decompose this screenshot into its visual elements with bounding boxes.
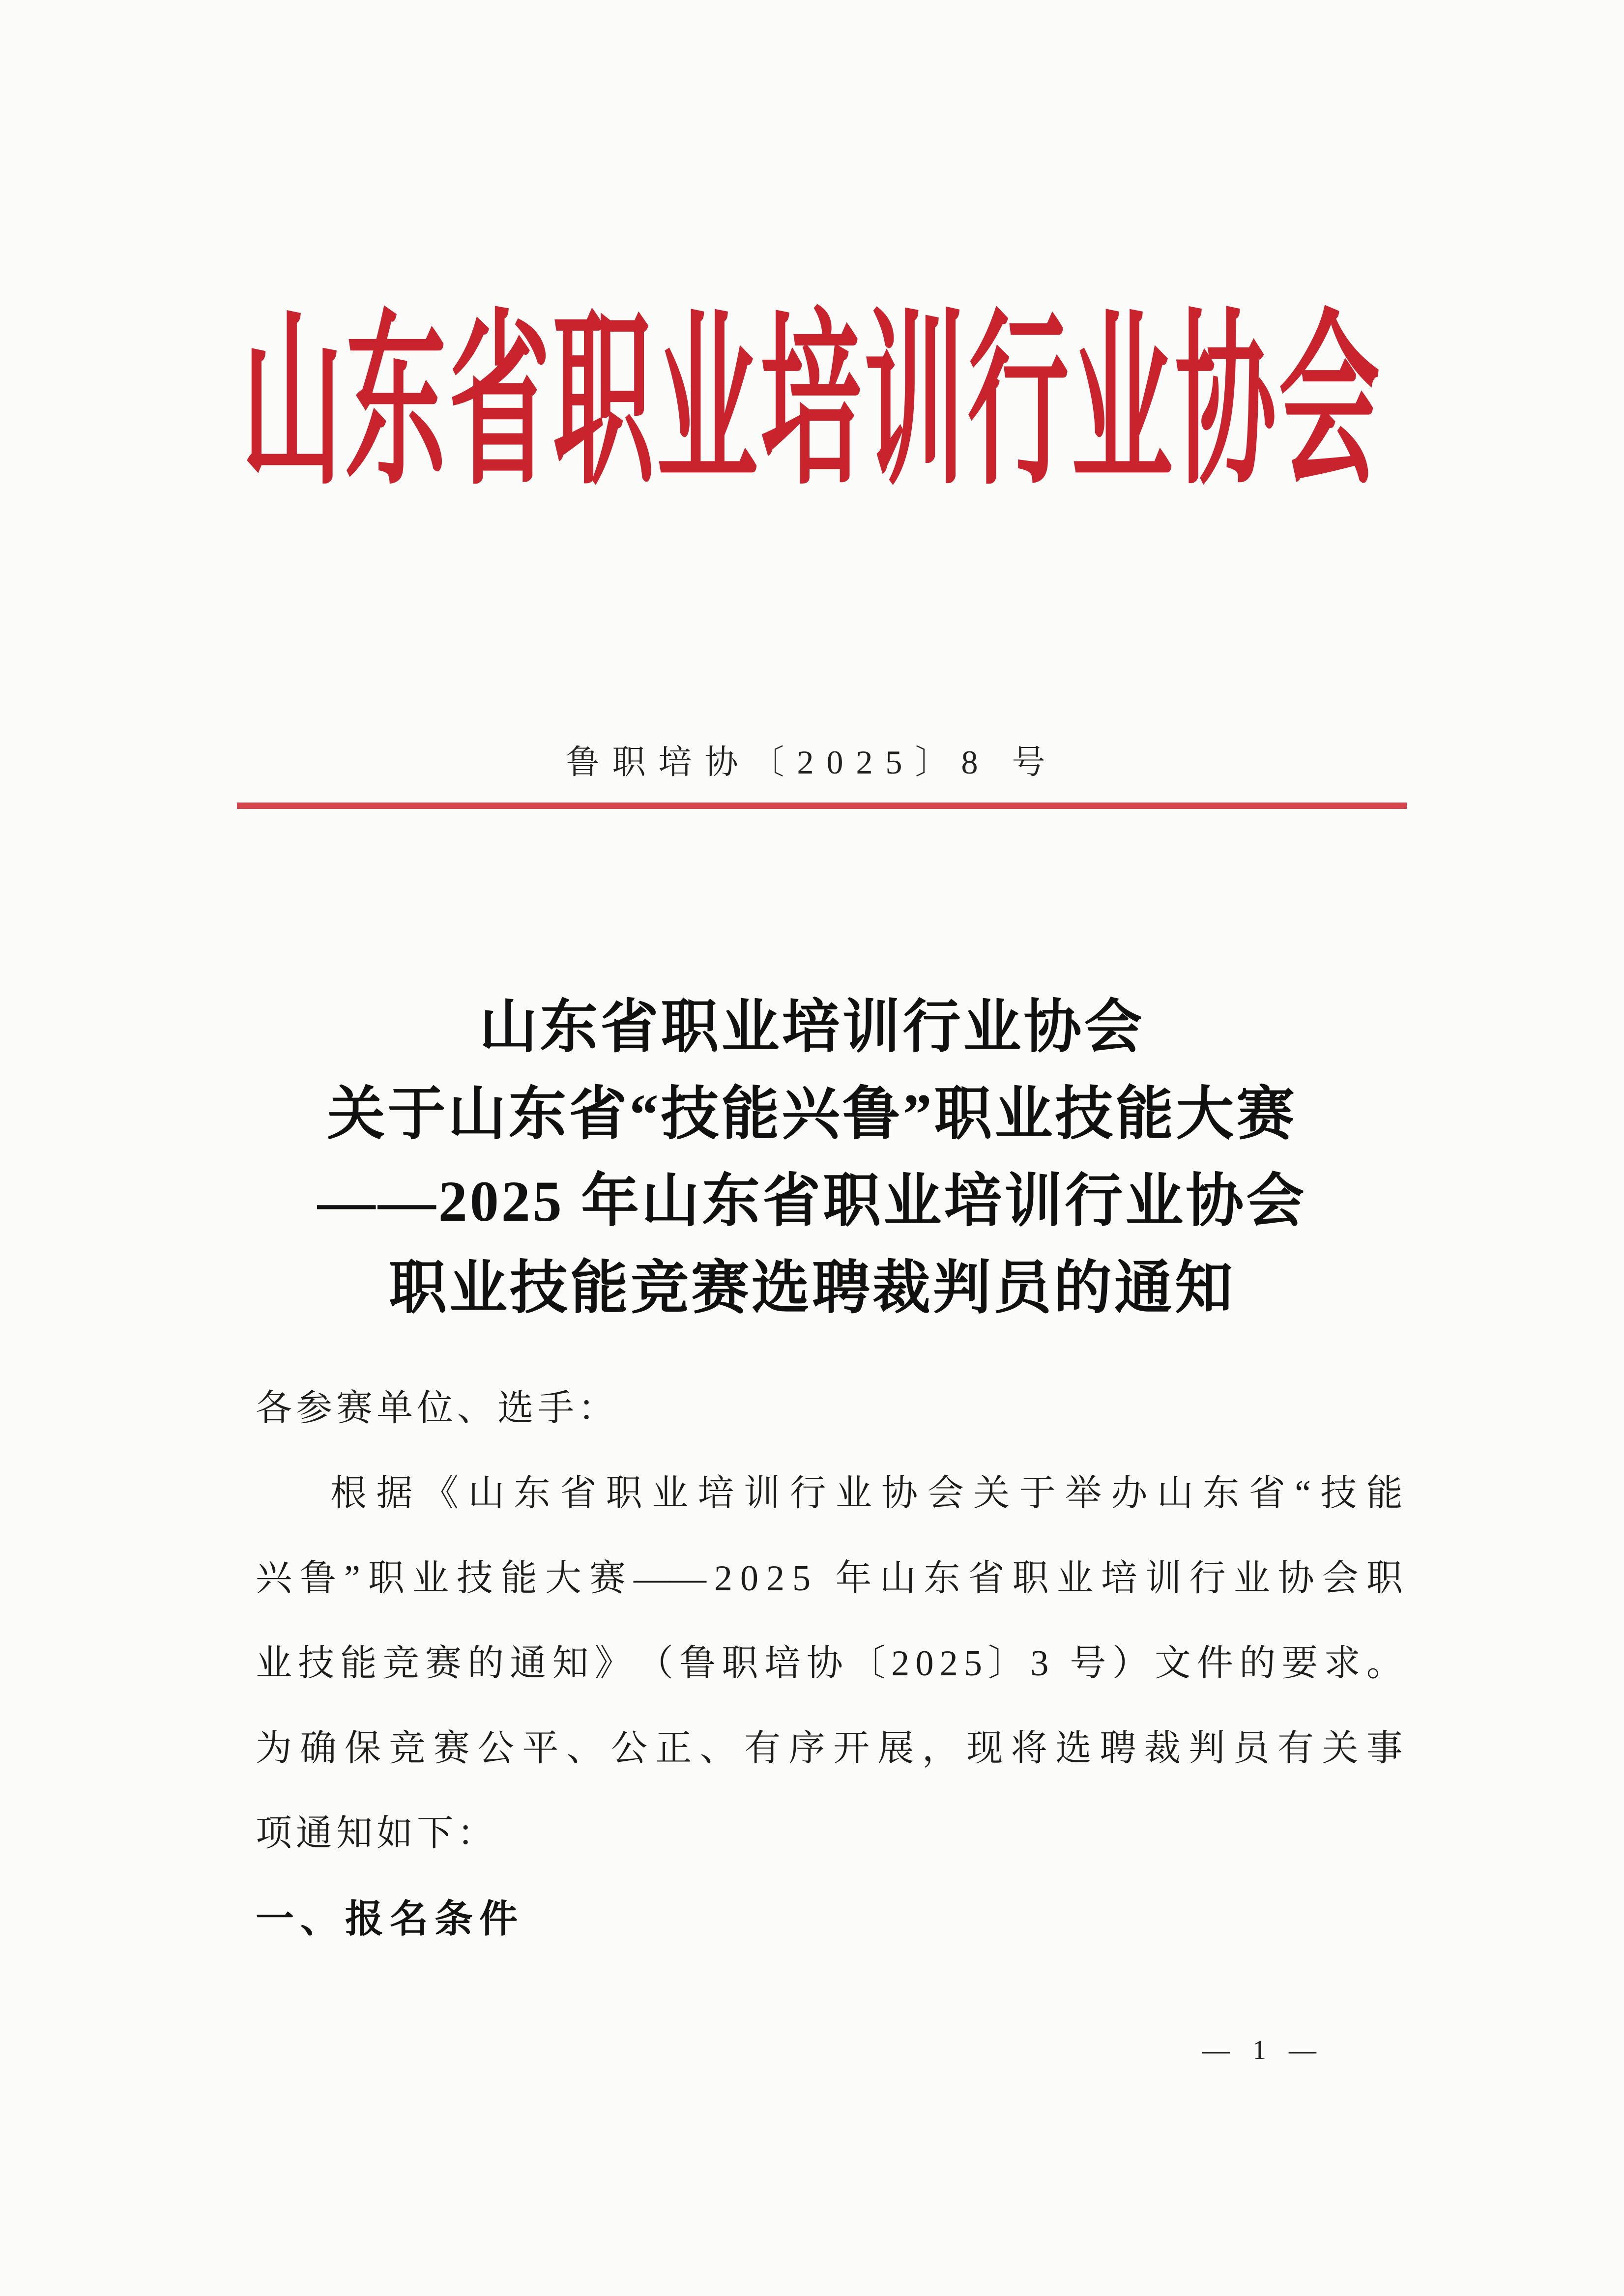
notice-title-line: 职业技能竞赛选聘裁判员的通知 <box>388 1256 1235 1320</box>
page-number: — 1 — <box>1202 2035 1324 2066</box>
body-line: 业 技 能 竞 赛 的 通 知 》 （ 鲁 职 培 协 〔 2 0 2 5 〕 3 号 ） 文 件 的 要 求 。 <box>256 1643 1403 1684</box>
association-masthead <box>0 298 1624 507</box>
body-line: 一、报名条件 <box>256 1897 524 1940</box>
notice-title <box>0 984 1624 1332</box>
notice-title-line: 山东省职业培训行业协会 <box>479 995 1145 1060</box>
body-line: 根 据 《 山 东 省 职 业 培 训 行 业 协 会 关 于 举 办 山 东 省 “ 技 能 <box>330 1473 1403 1514</box>
body-line: 为 确 保 竞 赛 公 平 、 公 正 、 有 序 开 展 ， 现 将 选 聘 裁 判 员 有 关 事 <box>256 1728 1403 1769</box>
notice-title-line: ——2025 年山东省职业培训行业协会 <box>317 1169 1307 1234</box>
association-masthead-text: 山东省职业培训行业协会 <box>241 298 1383 507</box>
document-number: 鲁职培协〔2025〕8 号 <box>566 744 1058 781</box>
body-line: 各参赛单位、选手： <box>256 1388 618 1429</box>
notice-title-line: 关于山东省“技能兴鲁”职业技能大赛 <box>327 1082 1297 1147</box>
body-text <box>256 1366 1403 1961</box>
red-divider <box>237 803 1407 809</box>
body-line: 项通知如下： <box>256 1813 497 1854</box>
body-line: 兴 鲁 ” 职 业 技 能 大 赛 —— 2 0 2 5 年 山 东 省 职 业 培 训 行 业 协 会 职 <box>256 1558 1403 1599</box>
